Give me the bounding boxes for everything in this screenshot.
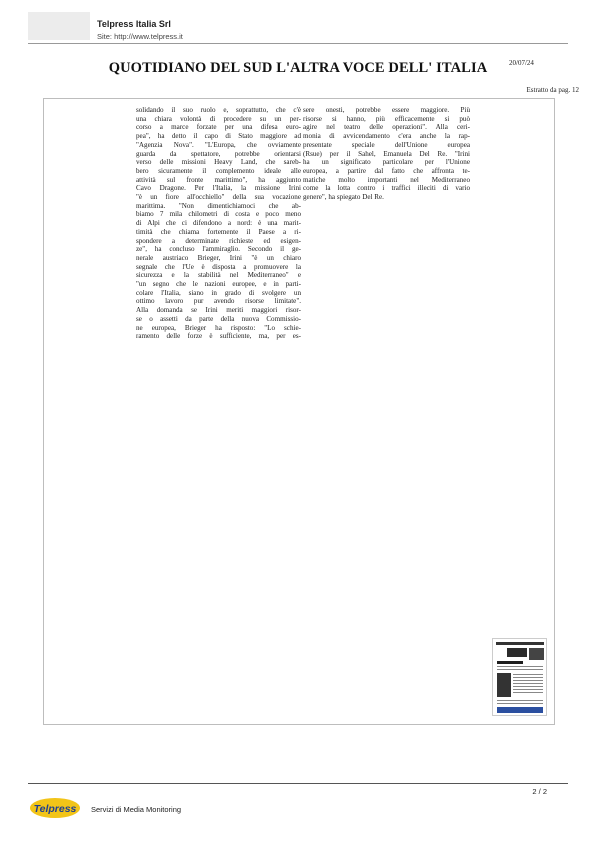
article-line: pea", ha detto il capo di Stato maggiore ad [136,132,301,141]
article-line: ze", ha concluso l'ammiraglio. Secondo il ge- [136,245,301,254]
article-line: presentate speciale dell'Unione europea [303,140,470,149]
article-line: "è un fiore all'occhiello" della sua vocazione [136,193,301,202]
thumbnail-text-line [513,692,543,693]
article-line: solidando il suo ruolo e, soprattutto, che c'è [136,106,301,114]
header-logo-placeholder [28,12,90,40]
article-line: se o assetti da parte della nuova Commissio- [136,314,301,323]
article-line: spondere a determinate richieste ed esigen- [136,236,301,245]
publication-title: QUOTIDIANO DEL SUD L'ALTRA VOCE DELL' ITALIA [108,60,488,76]
telpress-logo [29,797,81,819]
article-line: monia di avvicendamento c'era anche la rap- [303,132,470,141]
thumbnail-text-line [513,689,543,690]
article-line: ha un significato particolare per l'Unione [303,158,470,167]
article-line: agire nel teatro delle operazioni". Alla ceri- [303,123,470,132]
article-line: (Rsue) per il Sahel, Emanuela Del Re. "Irini [303,149,470,158]
thumbnail-text-line [513,674,543,675]
thumbnail-text-line [513,680,543,681]
article-line: segnale che l'Ue è disposta a promuovere la [136,262,301,271]
article-line: bero sicuramente il complemento ideale alle [136,166,301,175]
thumbnail-text-line [497,669,543,670]
article-column-1 [136,106,301,341]
header-company-name: Telpress Italia Srl [97,19,171,29]
article-line: biamo 7 mila chilometri di costa e poco meno [136,210,301,219]
article-line: risorse si hanno, più efficacemente si può [303,114,470,123]
extract-page-note: Estratto da pag. 12 [526,86,579,94]
article-line: marittima. "Non dimentichiamoci che ab- [136,201,301,210]
logo-text: Telpress [33,803,77,815]
page-number: 2 / 2 [532,787,547,796]
thumbnail-photo [507,648,527,657]
article-line: matiche molto importanti nel Mediterraneo [303,175,470,184]
article-line: europea, a partire dal fatto che affronta te- [303,166,470,175]
page-thumbnail[interactable] [492,638,547,716]
article-column-2 [303,106,470,202]
thumbnail-photo [529,648,544,660]
article-line: Alla domanda se Irini meriti maggiori risor- [136,306,301,315]
article-line: corso a marce forzate per una difesa euro- [136,123,301,132]
article-line: genere", ha spiegato Del Re. [303,193,384,202]
article-line: Cavo Dragone. Per l'Italia, la missione Irini [136,184,301,193]
article-line: ramento delle forze è sufficiente, ma, per es- [136,332,301,341]
thumbnail-photo [497,673,511,697]
thumbnail-headline [497,661,523,664]
thumbnail-banner [497,707,543,713]
article-line: attività sul fronte marittimo", ha aggiunto [136,175,301,184]
article-line: verso delle missioni Heavy Land, che sareb- [136,158,301,167]
article-line: una chiara volontà di procedere su un per- [136,114,301,123]
footer-divider [28,783,568,784]
article-line: colare l'Italia, siano in grado di svolgere un [136,288,301,297]
article-line: "Agenzia Nova". "L'Europa, che ovviamente [136,140,301,149]
article-line: "un segno che le nazioni europee, e in parti- [136,280,301,289]
thumbnail-text-line [513,686,543,687]
article-line: come la lotta contro i traffici illeciti di vario [303,184,470,193]
header-site-url[interactable]: Site: http://www.telpress.it [97,32,183,41]
article-line: sicurezza e la stabilità nel Mediterraneo" e [136,271,301,280]
article-line: ne europea, Brieger ha risposto: "Lo schie- [136,323,301,332]
thumbnail-text-line [497,666,543,667]
article-line: di Alpi che ci difendono a nord: è una marit- [136,219,301,228]
header-divider [28,43,568,44]
thumbnail-text-line [513,683,543,684]
article-line: sere onesti, potrebbe essere maggiore. Più [303,106,470,114]
footer-service-text: Servizi di Media Monitoring [91,805,182,814]
article-line: guarda da spettatore, potrebbe orientarsi [136,149,301,158]
thumbnail-text-line [497,700,543,701]
article-line: nerale austriaco Brieger, Irini "è un chiaro [136,253,301,262]
article-line: timità che chiama fortemente il Paese a ri- [136,227,301,236]
article-line: ottimo lavoro pur avendo risorse limitate". [136,297,301,306]
thumbnail-masthead [496,642,544,645]
thumbnail-text-line [497,703,543,704]
publication-date: 20/07/24 [509,59,534,67]
thumbnail-text-line [513,677,543,678]
